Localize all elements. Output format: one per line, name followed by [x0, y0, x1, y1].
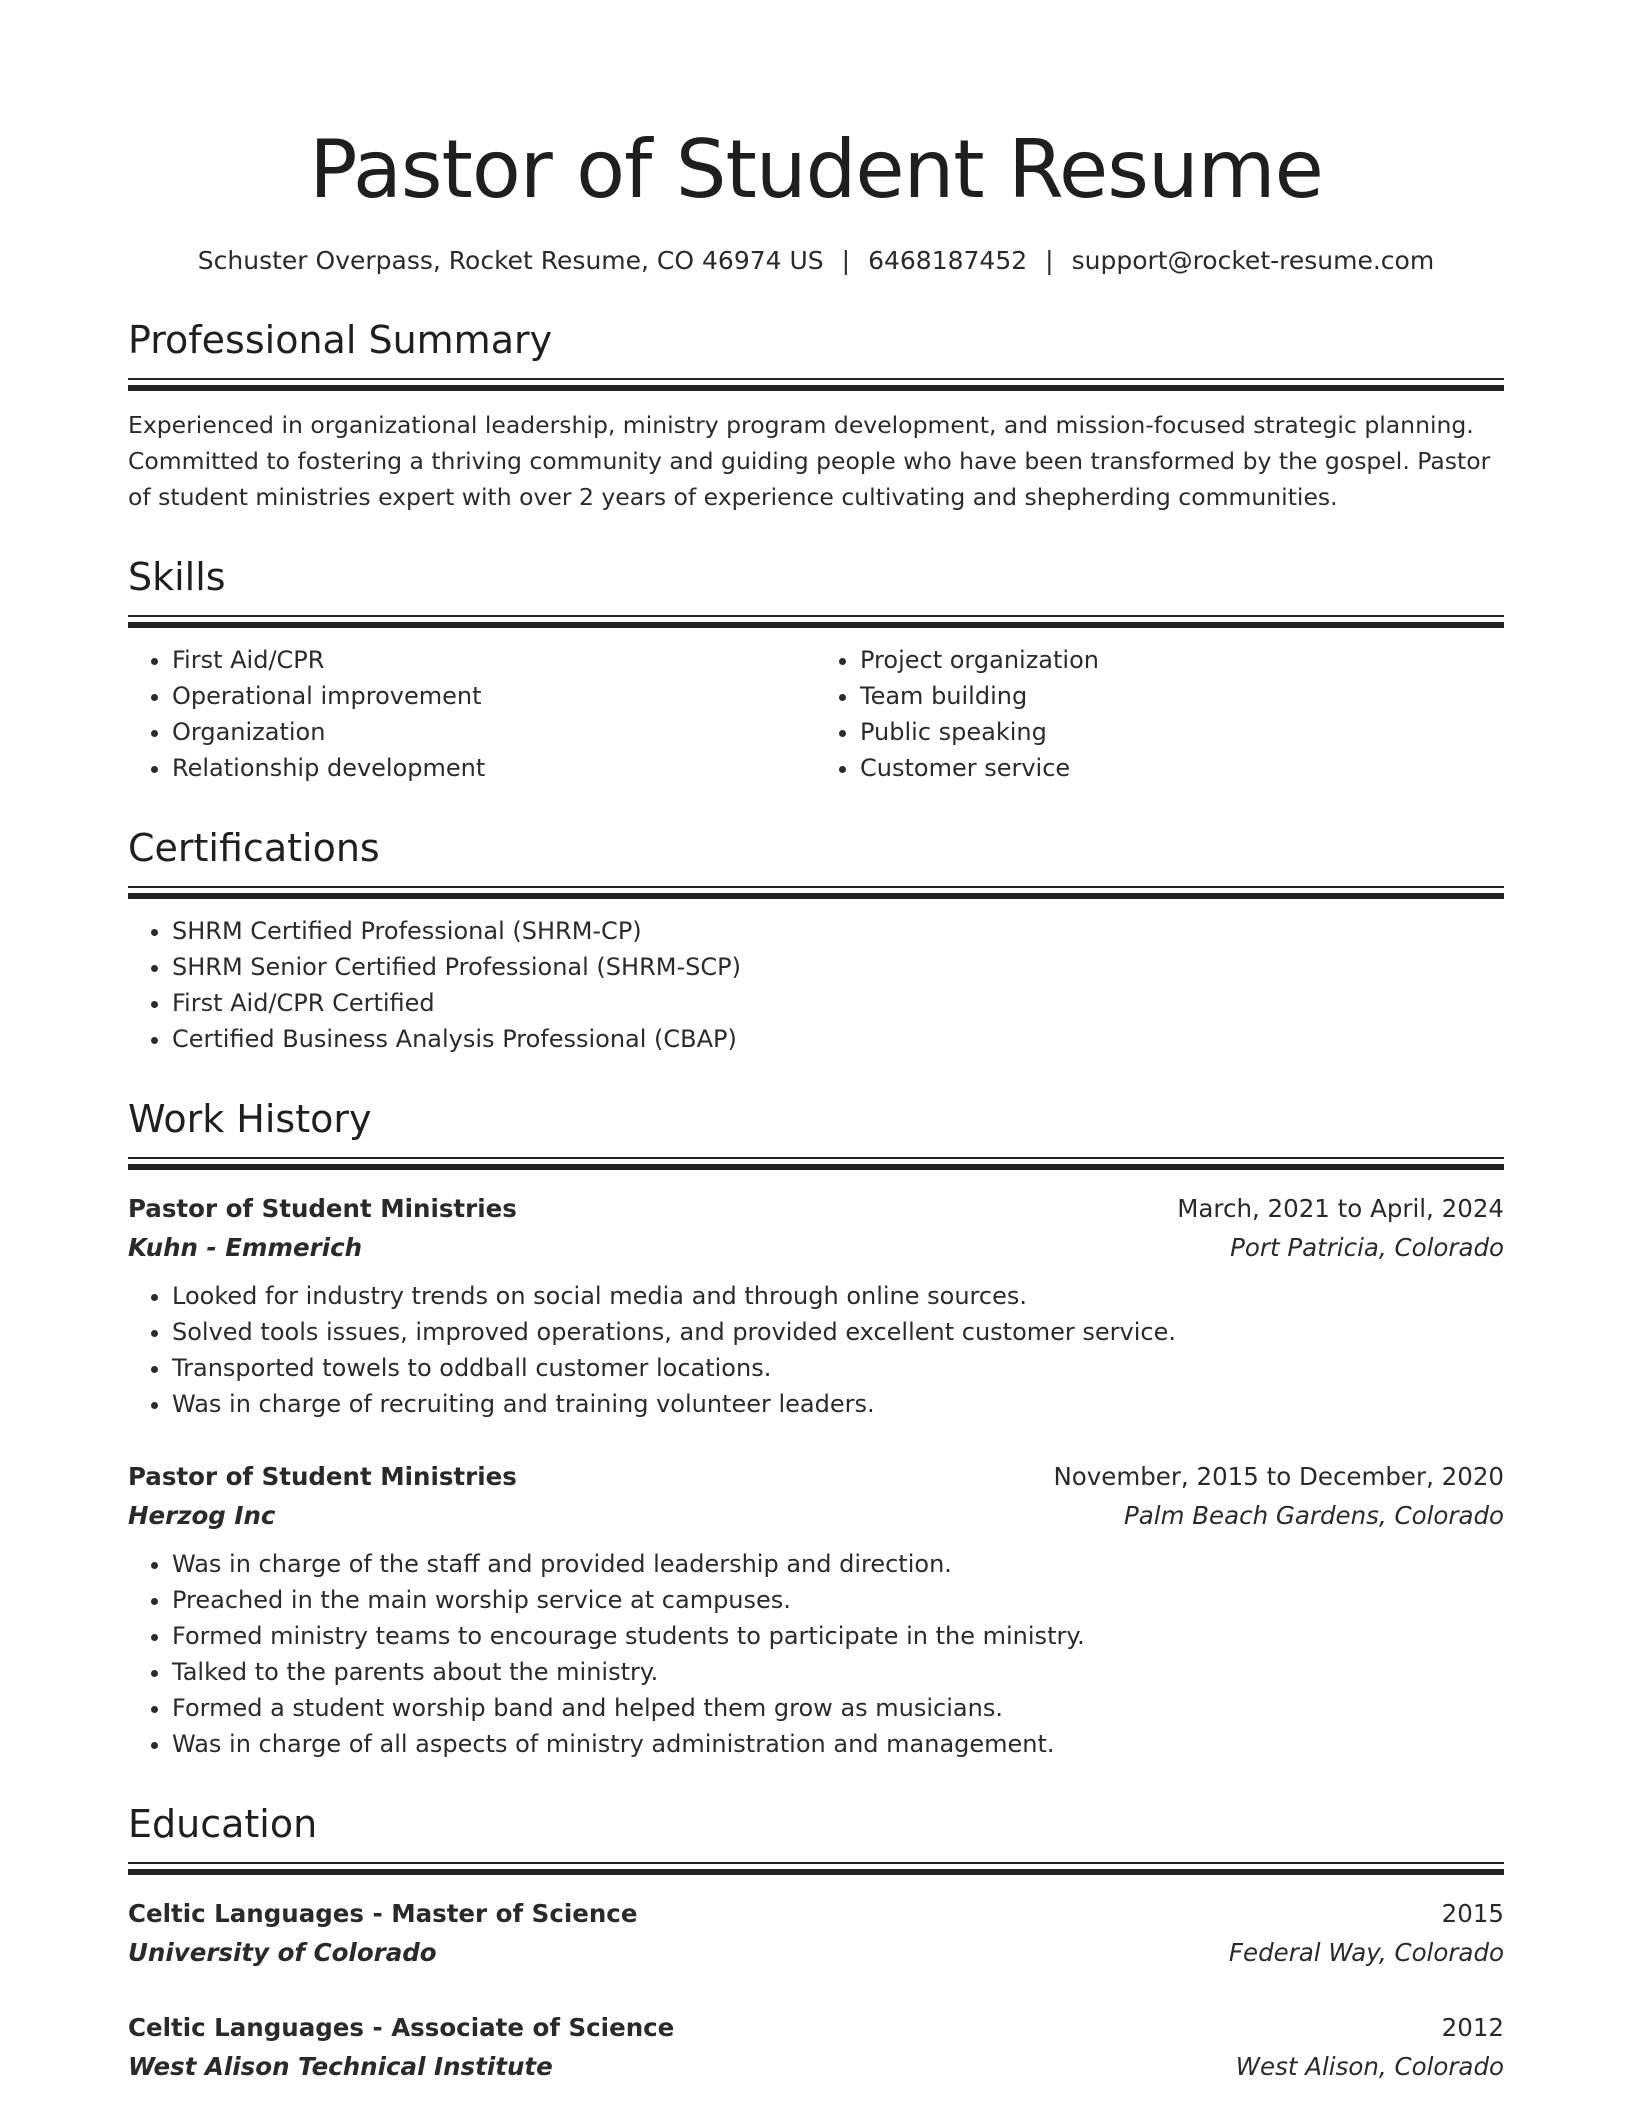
education-school: West Alison Technical Institute: [128, 2052, 553, 2081]
education-entry: [128, 1895, 1504, 1973]
job-bullet: • Looked for industry trends on social media and through online sources.: [172, 1278, 1504, 1314]
section-divider: [128, 1157, 1504, 1170]
contact-separator: |: [1045, 246, 1054, 275]
job-bullet: • Talked to the parents about the ministry.: [172, 1654, 1504, 1690]
contact-email: support@rocket-resume.com: [1071, 246, 1435, 275]
certification-item: • Certified Business Analysis Professional (CBAP): [172, 1021, 1504, 1057]
section-title-skills: Skills: [128, 555, 226, 599]
job-bullet: • Formed a student worship band and helped them grow as musicians.: [172, 1690, 1504, 1726]
education-degree: Celtic Languages - Associate of Science: [128, 2013, 675, 2042]
job-bullet: • Solved tools issues, improved operations, and provided excellent customer service.: [172, 1314, 1504, 1350]
job-bullet: • Formed ministry teams to encourage students to participate in the ministry.: [172, 1618, 1504, 1654]
job-location: Port Patricia, Colorado: [1230, 1233, 1504, 1262]
job-location: Palm Beach Gardens, Colorado: [1123, 1501, 1504, 1530]
education-location: West Alison, Colorado: [1235, 2052, 1504, 2081]
skill-item: • Project organization: [860, 642, 1504, 678]
certification-item: • SHRM Certified Professional (SHRM-CP): [172, 913, 1504, 949]
job-company-row: [128, 1496, 1504, 1536]
job-title: Pastor of Student Ministries: [128, 1194, 517, 1223]
contact-phone: 6468187452: [868, 246, 1028, 275]
education-location: Federal Way, Colorado: [1228, 1938, 1504, 1967]
section-divider: [128, 378, 1504, 391]
certification-item: • SHRM Senior Certified Professional (SHRM-SCP): [172, 949, 1504, 985]
skill-item: • First Aid/CPR: [172, 642, 816, 678]
job-bullet: • Was in charge of recruiting and training volunteer leaders.: [172, 1386, 1504, 1422]
job-bullets: [128, 1546, 1504, 1762]
work-history-section: [128, 1095, 1504, 1762]
education-year: 2012: [1441, 2013, 1504, 2042]
skills-list-left: [128, 642, 816, 786]
job-bullet: • Transported towels to oddball customer locations.: [172, 1350, 1504, 1386]
skills-section: [128, 553, 1504, 786]
section-title-work-history: Work History: [128, 1097, 372, 1141]
education-school-row: [128, 2047, 1504, 2087]
job-entry: [128, 1190, 1504, 1422]
job-bullet: • Was in charge of all aspects of ministry administration and management.: [172, 1726, 1504, 1762]
section-title-certifications: Certifications: [128, 826, 380, 870]
job-entry: [128, 1458, 1504, 1762]
skill-item: • Relationship development: [172, 750, 816, 786]
summary-section: [128, 316, 1504, 515]
job-company: Kuhn - Emmerich: [128, 1233, 363, 1262]
job-bullets: [128, 1278, 1504, 1422]
skills-list-right: [816, 642, 1504, 786]
skill-item: • Operational improvement: [172, 678, 816, 714]
job-header-row: [128, 1458, 1504, 1496]
skill-item: • Public speaking: [860, 714, 1504, 750]
job-dates: March, 2021 to April, 2024: [1177, 1194, 1504, 1223]
job-bullet: • Was in charge of the staff and provided leadership and direction.: [172, 1546, 1504, 1582]
job-dates: November, 2015 to December, 2020: [1053, 1462, 1504, 1491]
skill-item: • Customer service: [860, 750, 1504, 786]
education-school-row: [128, 1933, 1504, 1973]
skill-item: • Organization: [172, 714, 816, 750]
section-title-summary: Professional Summary: [128, 318, 553, 362]
education-entry: [128, 2009, 1504, 2087]
certifications-section: [128, 824, 1504, 1057]
education-degree: Celtic Languages - Master of Science: [128, 1899, 638, 1928]
education-school: University of Colorado: [128, 1938, 437, 1967]
contact-line: [128, 244, 1504, 278]
section-title-education: Education: [128, 1802, 318, 1846]
resume-title: Pastor of Student Resume: [309, 123, 1323, 216]
section-divider: [128, 1862, 1504, 1875]
skills-columns: [128, 628, 1504, 786]
section-divider: [128, 615, 1504, 628]
job-header-row: [128, 1190, 1504, 1228]
certifications-list: [128, 913, 1504, 1057]
section-divider: [128, 886, 1504, 899]
contact-address: Schuster Overpass, Rocket Resume, CO 46974 US: [197, 246, 824, 275]
certification-item: • First Aid/CPR Certified: [172, 985, 1504, 1021]
contact-separator: |: [841, 246, 851, 275]
education-header-row: [128, 1895, 1504, 1933]
education-year: 2015: [1441, 1899, 1504, 1928]
education-section: [128, 1800, 1504, 2087]
job-company: Herzog Inc: [128, 1501, 276, 1530]
job-bullet: • Preached in the main worship service at campuses.: [172, 1582, 1504, 1618]
job-company-row: [128, 1228, 1504, 1268]
skill-item: • Team building: [860, 678, 1504, 714]
education-header-row: [128, 2009, 1504, 2047]
job-title: Pastor of Student Ministries: [128, 1462, 517, 1491]
summary-text: Experienced in organizational leadership, ministry program development, and mission-focused strategic planning. Committed to fostering a thriving community and guiding people who have been transformed by the gospel. Pastor of student ministries expert with over 2 years of experience cultivating and shepherding communities.: [128, 411, 1491, 511]
